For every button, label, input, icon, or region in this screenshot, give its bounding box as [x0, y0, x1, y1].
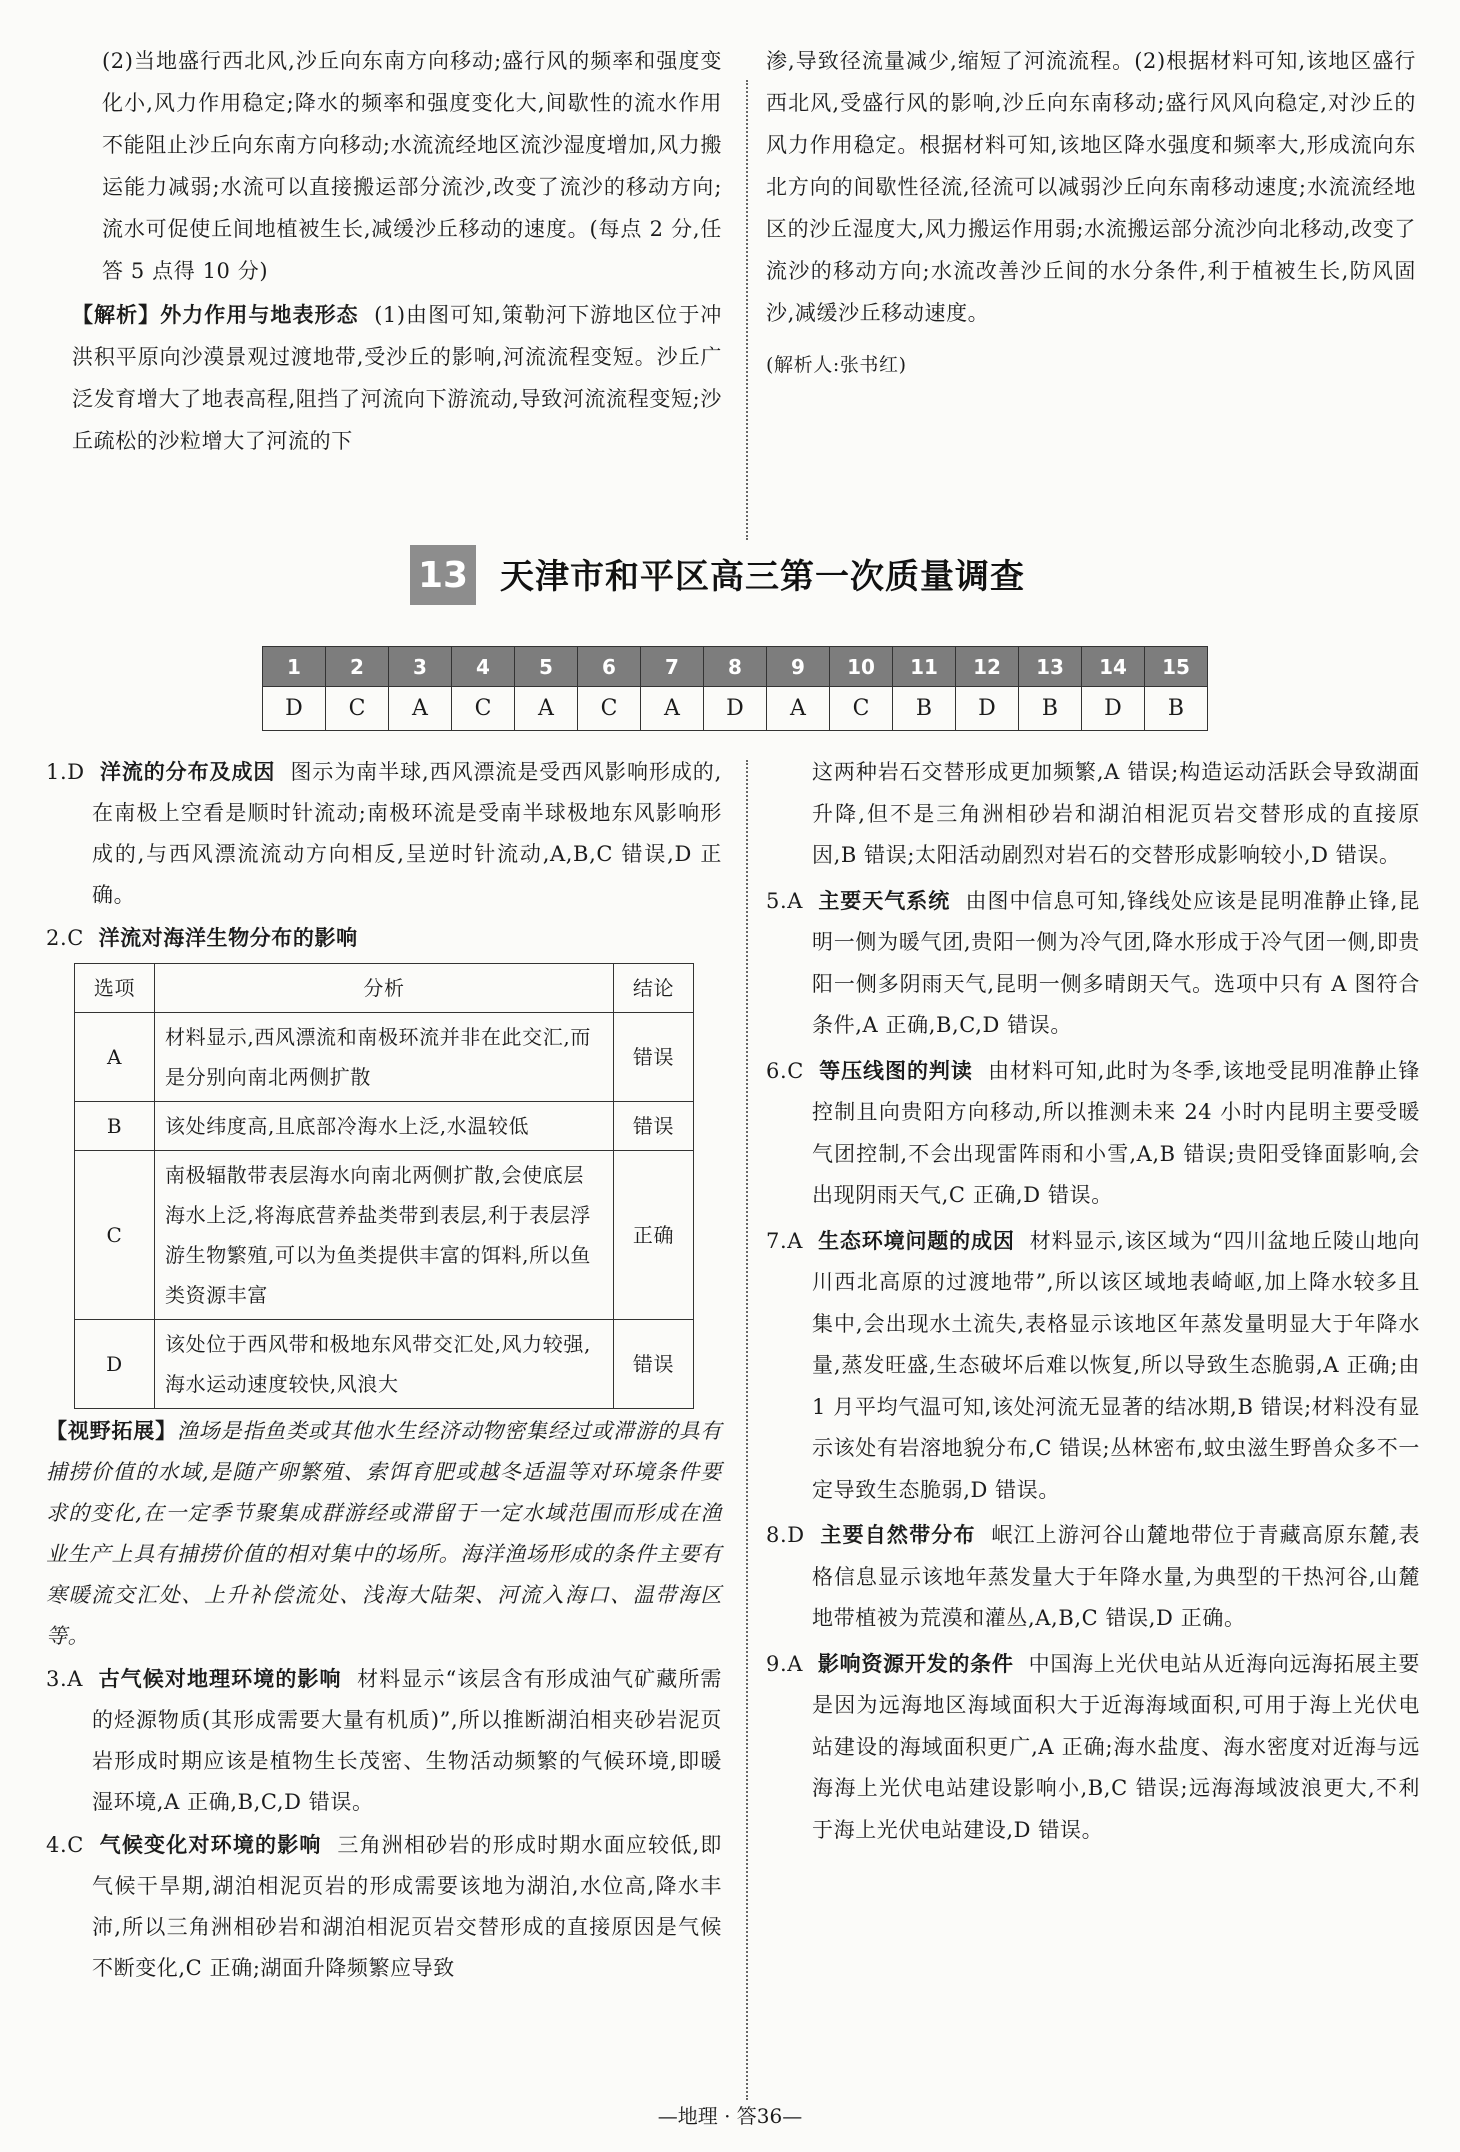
answer-number-row: [263, 647, 1208, 687]
answer-letter: C: [326, 687, 389, 731]
q6-explanation: [766, 1051, 1420, 1217]
answer-number: 2: [326, 647, 389, 687]
q9-label: 9.A: [766, 1651, 804, 1676]
q5-explanation: [766, 881, 1420, 1047]
answer-letter: C: [830, 687, 893, 731]
q6-keyword: 等压线图的判读: [819, 1058, 973, 1083]
answer-letter: D: [704, 687, 767, 731]
row-option: A: [75, 1013, 155, 1102]
q8-label: 8.D: [766, 1523, 805, 1547]
q3-text: 材料显示“该层含有形成油气矿藏所需的烃源物质(其形成需要大量有机质)”,所以推断湖泊相夹砂岩泥页岩形成时期应该是植物生长茂密、生物活动频繁的气候环境,即暖湿环境,A 正确,B,C,D 错误。: [92, 1667, 722, 1814]
row-option: B: [75, 1102, 155, 1151]
row-option: D: [75, 1320, 155, 1409]
q3-keyword: 古气候对地理环境的影响: [98, 1667, 342, 1691]
analyst-signature: (解析人:张书红): [766, 354, 907, 376]
row-analysis: 该处位于西风带和极地东风带交汇处,风力较强,海水运动速度较快,风浪大: [155, 1320, 614, 1409]
q1-text: 图示为南半球,西风漂流是受西风影响形成的,在南极上空看是顺时针流动;南极环流是受南半球极地东风影响形成的,与西风漂流流动方向相反,呈逆时针流动,A,B,C 错误,D 正确。: [92, 760, 722, 907]
q1-label: 1.D: [46, 760, 85, 784]
q4-label: 4.C: [46, 1833, 84, 1857]
q3-explanation: [46, 1659, 722, 1823]
top-right-text: 渗,导致径流量减少,缩短了河流流程。(2)根据材料可知,该地区盛行西北风,受盛行风的影响,沙丘向东南移动;盛行风风向稳定,对沙丘的风力作用稳定。根据材料可知,该地区降水强度和频率大,形成流向东北方向的间歇性径流,径流可以减弱沙丘向东南移动速度;水流流经地区的沙丘湿度大,风力搬运作用弱;水流搬运部分流沙向北移动,改变了流沙的移动方向;水流改善沙丘间的水分条件,利于植被生长,防风固沙,减缓沙丘移动速度。: [766, 49, 1416, 325]
q7-label: 7.A: [766, 1228, 804, 1253]
column-divider-top: [746, 80, 748, 540]
q5-label: 5.A: [766, 888, 804, 913]
q8-keyword: 主要自然带分布: [820, 1523, 976, 1547]
section-header: [410, 545, 1090, 605]
analysis-table-header: [75, 964, 694, 1013]
row-conclusion: 错误: [614, 1013, 694, 1102]
row-conclusion: 错误: [614, 1320, 694, 1409]
q5-text: 由图中信息可知,锋线处应该是昆明准静止锋,昆明一侧为暖气团,贵阳一侧为冷气团,降水形成于冷气团一侧,即贵阳一侧多阴雨天气,昆明一侧多晴朗天气。选项中只有 A 图符合条件,A 正确,B,C,D 错误。: [812, 888, 1420, 1037]
answer-letter: A: [515, 687, 578, 731]
analysis-tag: 【解析】: [72, 303, 161, 327]
answer-letter: A: [641, 687, 704, 731]
top-left-answer: (2)当地盛行西北风,沙丘向东南方向移动;盛行风的频率和强度变化小,风力作用稳定;降水的频率和强度变化大,间歇性的流水作用不能阻止沙丘向东南方向移动;水流流经地区流沙湿度增加,风力搬运能力减弱;水流可以直接搬运部分流沙,改变了流沙的移动方向;流水可促使丘间地植被生长,减缓沙丘移动的速度。(每点 2 分,任答 5 点得 10 分): [102, 49, 722, 283]
analysis-keyword: 外力作用与地表形态: [160, 303, 359, 327]
q6-text: 由材料可知,此时为冬季,该地受昆明准静止锋控制且向贵阳方向移动,所以推测未来 24 小时内昆明主要受暖气团控制,不会出现雷阵雨和小雪,A,B 错误;贵阳受锋面影响,会出现阴雨天气,C 正确,D 错误。: [812, 1058, 1420, 1207]
q1-explanation: [46, 752, 722, 916]
header-analysis: 分析: [155, 964, 614, 1013]
answer-letter: C: [452, 687, 515, 731]
q2-label: 2.C: [46, 926, 84, 950]
section-number: 13: [410, 545, 476, 605]
answer-number: 5: [515, 647, 578, 687]
answer-number: 3: [389, 647, 452, 687]
row-conclusion: 错误: [614, 1102, 694, 1151]
vision-text: 渔场是指鱼类或其他水生经济动物密集经过或滞游的具有捕捞价值的水域,是随产卵繁殖、索饵育肥或越冬适温等对环境条件要求的变化,在一定季节聚集成群游经或滞留于一定水域范围而形成在渔业生产上具有捕捞价值的相对集中的场所。海洋渔场形成的条件主要有寒暖流交汇处、上升补偿流处、浅海大陆架、河流入海口、温带海区等。: [46, 1419, 723, 1648]
row-conclusion: 正确: [614, 1151, 694, 1320]
answer-key-table: [262, 646, 1208, 731]
q6-label: 6.C: [766, 1058, 804, 1083]
answer-number: 15: [1145, 647, 1208, 687]
analysis-row-a: [75, 1013, 694, 1102]
answer-letter: D: [956, 687, 1019, 731]
q2-explanation: [46, 918, 722, 959]
analysis-text: (1)由图可知,策勒河下游地区位于冲洪积平原向沙漠景观过渡地带,受沙丘的影响,河流流程变短。沙丘广泛发育增大了地表高程,阻挡了河流向下游流动,导致河流流程变短;沙丘疏松的沙粒增大了河流的下: [72, 303, 722, 453]
page-footer: —地理 · 答36—: [657, 2104, 803, 2128]
answer-number: 9: [767, 647, 830, 687]
row-option: C: [75, 1151, 155, 1320]
top-left-column: [72, 40, 722, 462]
q5-keyword: 主要天气系统: [818, 888, 951, 913]
q7-explanation: [766, 1221, 1420, 1512]
answer-number: 1: [263, 647, 326, 687]
q7-text: 材料显示,该区域为“四川盆地丘陵山地向川西北高原的过渡地带”,所以该区域地表崎岖,加上降水较多且集中,会出现水土流失,表格显示该地区年蒸发量明显大于年降水量,蒸发旺盛,生态破坏后难以恢复,所以导致生态脆弱,A 正确;由 1 月平均气温可知,该处河流无显著的结冰期,B 错误;材料没有显示该处有岩溶地貌分布,C 错误;丛林密布,蚊虫滋生野兽众多不一定导致生态脆弱,D 错误。: [812, 1228, 1420, 1502]
answer-number: 11: [893, 647, 956, 687]
column-divider-bottom: [746, 760, 748, 2100]
q8-text: 岷江上游河谷山麓地带位于青藏高原东麓,表格信息显示该地年蒸发量大于年降水量,为典型的干热河谷,山麓地带植被为荒漠和灌丛,A,B,C 错误,D 正确。: [812, 1523, 1421, 1630]
answer-letter: D: [1082, 687, 1145, 731]
q4-keyword: 气候变化对环境的影响: [99, 1833, 322, 1857]
q3-label: 3.A: [46, 1667, 84, 1691]
q7-keyword: 生态环境问题的成因: [818, 1228, 1015, 1253]
answer-letter: B: [1145, 687, 1208, 731]
q1-keyword: 洋流的分布及成因: [99, 760, 276, 784]
q4-explanation: [46, 1825, 722, 1989]
answer-letter: A: [389, 687, 452, 731]
answer-letter: B: [1019, 687, 1082, 731]
row-analysis: 材料显示,西风漂流和南极环流并非在此交汇,而是分别向南北两侧扩散: [155, 1013, 614, 1102]
answer-letter: A: [767, 687, 830, 731]
q4-text: 三角洲相砂岩的形成时期水面应较低,即气候干旱期,湖泊相泥页岩的形成需要该地为湖泊,水位高,降水丰沛,所以三角洲相砂岩和湖泊相泥页岩交替形成的直接原因是气候不断变化,C 正确;湖面升降频繁应导致: [92, 1833, 722, 1980]
answer-number: 12: [956, 647, 1019, 687]
answer-letter: C: [578, 687, 641, 731]
q2-analysis-table: [74, 963, 694, 1409]
answer-letter-row: [263, 687, 1208, 731]
right-column: [766, 752, 1420, 1851]
answer-number: 14: [1082, 647, 1145, 687]
header-conclusion: 结论: [614, 964, 694, 1013]
analysis-row-c: [75, 1151, 694, 1320]
q8-explanation: [766, 1515, 1420, 1640]
answer-number: 13: [1019, 647, 1082, 687]
q4-continued: 这两种岩石交替形成更加频繁,A 错误;构造运动活跃会导致湖面升降,但不是三角洲相砂岩和湖泊相泥页岩交替形成的直接原因,B 错误;太阳活动剧烈对岩石的交替形成影响较小,D 错误。: [812, 760, 1420, 867]
top-right-column: [766, 40, 1416, 386]
analysis-row-d: [75, 1320, 694, 1409]
answer-letter: B: [893, 687, 956, 731]
vision-tag: 【视野拓展】: [46, 1419, 177, 1443]
q9-explanation: [766, 1644, 1420, 1852]
q2-keyword: 洋流对海洋生物分布的影响: [98, 926, 358, 950]
header-option: 选项: [75, 964, 155, 1013]
answer-number: 10: [830, 647, 893, 687]
vision-extension: [46, 1411, 722, 1657]
analysis-row-b: [75, 1102, 694, 1151]
section-title: 天津市和平区高三第一次质量调查: [500, 557, 1025, 597]
answer-number: 8: [704, 647, 767, 687]
answer-letter: D: [263, 687, 326, 731]
answer-number: 4: [452, 647, 515, 687]
q9-text: 中国海上光伏电站从近海向远海拓展主要是因为远海地区海域面积大于近海海域面积,可用于海上光伏电站建设的海域面积更广,A 正确;海水盐度、海水密度对近海与远海海上光伏电站建设影响小,B,C 错误;远海海域波浪更大,不利于海上光伏电站建设,D 错误。: [812, 1651, 1420, 1842]
left-column: [46, 752, 722, 1989]
answer-number: 7: [641, 647, 704, 687]
top-left-analysis: [72, 294, 722, 462]
row-analysis: 该处纬度高,且底部冷海水上泛,水温较低: [155, 1102, 614, 1151]
q9-keyword: 影响资源开发的条件: [817, 1651, 1014, 1676]
row-analysis: 南极辐散带表层海水向南北两侧扩散,会使底层海水上泛,将海底营养盐类带到表层,利于表层浮游生物繁殖,可以为鱼类提供丰富的饵料,所以鱼类资源丰富: [155, 1151, 614, 1320]
answer-number: 6: [578, 647, 641, 687]
